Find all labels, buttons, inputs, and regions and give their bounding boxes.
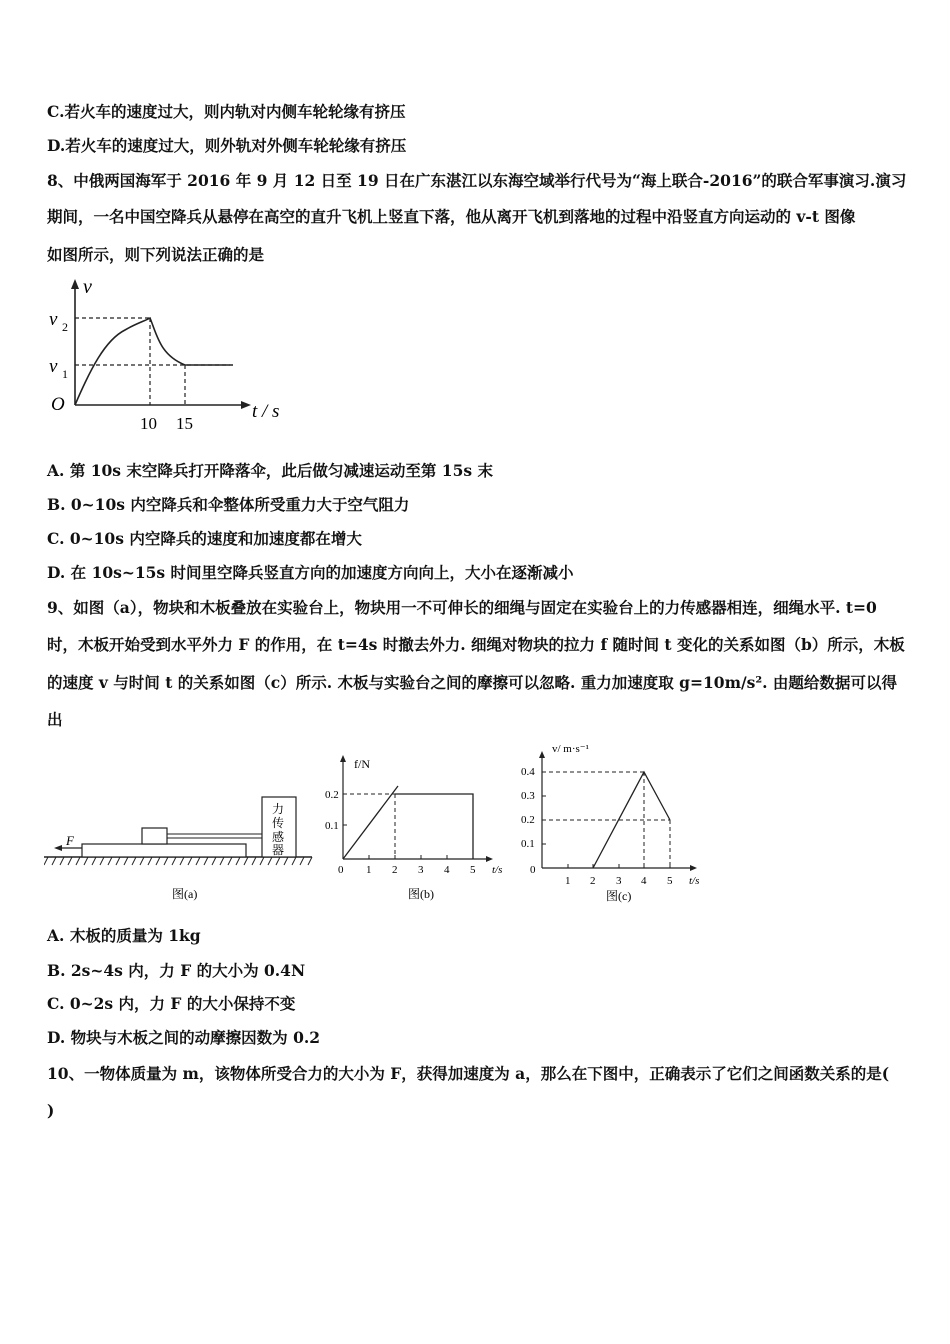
q9-option-c: C. 0~2s 内，力 F 的大小保持不变 <box>47 994 296 1013</box>
q9-option-d: D. 物块与木板之间的动摩擦因数为 0.2 <box>47 1028 321 1047</box>
tick-15: 15 <box>176 414 193 433</box>
c-x-4: 4 <box>641 875 647 887</box>
sensor-label-1: 力 <box>272 802 285 816</box>
q8-option-b: B. 0~10s 内空降兵和伞整体所受重力大于空气阻力 <box>47 495 410 514</box>
q8-stem-line2: 期间，一名中国空降兵从悬停在高空的直升飞机上竖直下落，他从离开飞机到落地的过程中沿竖直方向运动的 v-t 图像 <box>47 207 856 226</box>
v1-sub: 1 <box>62 367 68 381</box>
q9-stem-line3: 的速度 v 与时间 t 的关系如图（c）所示. 木板与实验台之间的摩擦可以忽略. 重力加速度取 g=10m/s². 由题给数据可以得 <box>47 673 897 692</box>
c-origin: 0 <box>530 864 536 876</box>
q9-stem-line2: 时，木板开始受到水平外力 F 的作用，在 t=4s 时撤去外力. 细绳对物块的拉力 f 随时间 t 变化的关系如图（b）所示，木板 <box>47 635 905 654</box>
q9-stem-line1: 9、如图（a），物块和木板叠放在实验台上，物块用一不可伸长的细绳与固定在实验台上的力传感器相连，细绳水平. t=0 <box>47 598 877 617</box>
c-ylabel: v/ m·s⁻¹ <box>552 743 589 755</box>
c-y-0.2: 0.2 <box>521 814 535 826</box>
origin-label: O <box>51 394 65 415</box>
c-x-2: 2 <box>590 875 596 887</box>
caption-c: 图(c) <box>606 889 632 903</box>
c-x-5: 5 <box>667 875 673 887</box>
b-x-4: 4 <box>444 864 450 876</box>
sensor-label-2: 传 <box>272 816 285 830</box>
q9-option-b: B. 2s~4s 内，力 F 的大小为 0.4N <box>47 961 306 980</box>
q9-stem-line4: 出 <box>47 710 63 729</box>
q9-option-a: A. 木板的质量为 1kg <box>47 926 201 945</box>
v1-label: v <box>49 356 58 377</box>
force-f-label: F <box>66 833 74 848</box>
q10-stem-line2: ) <box>47 1101 55 1120</box>
q8-vt-graph <box>45 275 295 435</box>
c-y-0.3: 0.3 <box>521 790 535 802</box>
b-x-5: 5 <box>470 864 476 876</box>
q10-stem-line1: 10、一物体质量为 m，该物体所受合力的大小为 F，获得加速度为 a，那么在下图中，正确表示了它们之间函数关系的是( <box>47 1064 890 1083</box>
v2-label: v <box>49 309 58 330</box>
q7-option-d: D.若火车的速度过大，则外轨对外侧车轮轮缘有挤压 <box>47 136 407 155</box>
b-origin: 0 <box>338 864 344 876</box>
b-y-0.1: 0.1 <box>325 820 339 832</box>
b-ylabel: f/N <box>354 757 370 771</box>
t-axis-label: t / s <box>252 401 280 422</box>
c-y-0.4: 0.4 <box>521 766 535 778</box>
q8-stem-line3: 如图所示，则下列说法正确的是 <box>47 245 265 264</box>
b-xlabel: t/s <box>492 864 503 876</box>
c-x-1: 1 <box>565 875 571 887</box>
q9-figure-b <box>322 750 518 908</box>
caption-a: 图(a) <box>172 887 198 901</box>
sensor-label-3: 感 <box>272 830 285 844</box>
sensor-label-4: 器 <box>272 843 285 857</box>
v-axis-label: v <box>83 276 92 298</box>
caption-b: 图(b) <box>408 887 434 901</box>
q8-option-a: A. 第 10s 末空降兵打开降落伞，此后做匀减速运动至第 15s 末 <box>47 461 493 480</box>
v2-sub: 2 <box>62 320 68 334</box>
q8-option-d: D. 在 10s~15s 时间里空降兵竖直方向的加速度方向向上，大小在逐渐减小 <box>47 563 574 582</box>
b-x-1: 1 <box>366 864 372 876</box>
c-y-0.1: 0.1 <box>521 838 535 850</box>
q8-stem-line1: 8、中俄两国海军于 2016 年 9 月 12 日至 19 日在广东湛江以东海空域举行代号为“海上联合-2016”的联合军事演习.演习 <box>47 171 907 190</box>
c-xlabel: t/s <box>689 875 700 887</box>
q9-figure-c <box>510 738 715 910</box>
q9-figure-a <box>44 790 316 905</box>
b-x-2: 2 <box>392 864 398 876</box>
b-y-0.2: 0.2 <box>325 789 339 801</box>
c-x-3: 3 <box>616 875 622 887</box>
b-x-3: 3 <box>418 864 424 876</box>
tick-10: 10 <box>140 414 157 433</box>
q7-option-c: C.若火车的速度过大，则内轨对内侧车轮轮缘有挤压 <box>47 102 406 121</box>
q8-option-c: C. 0~10s 内空降兵的速度和加速度都在增大 <box>47 529 362 548</box>
